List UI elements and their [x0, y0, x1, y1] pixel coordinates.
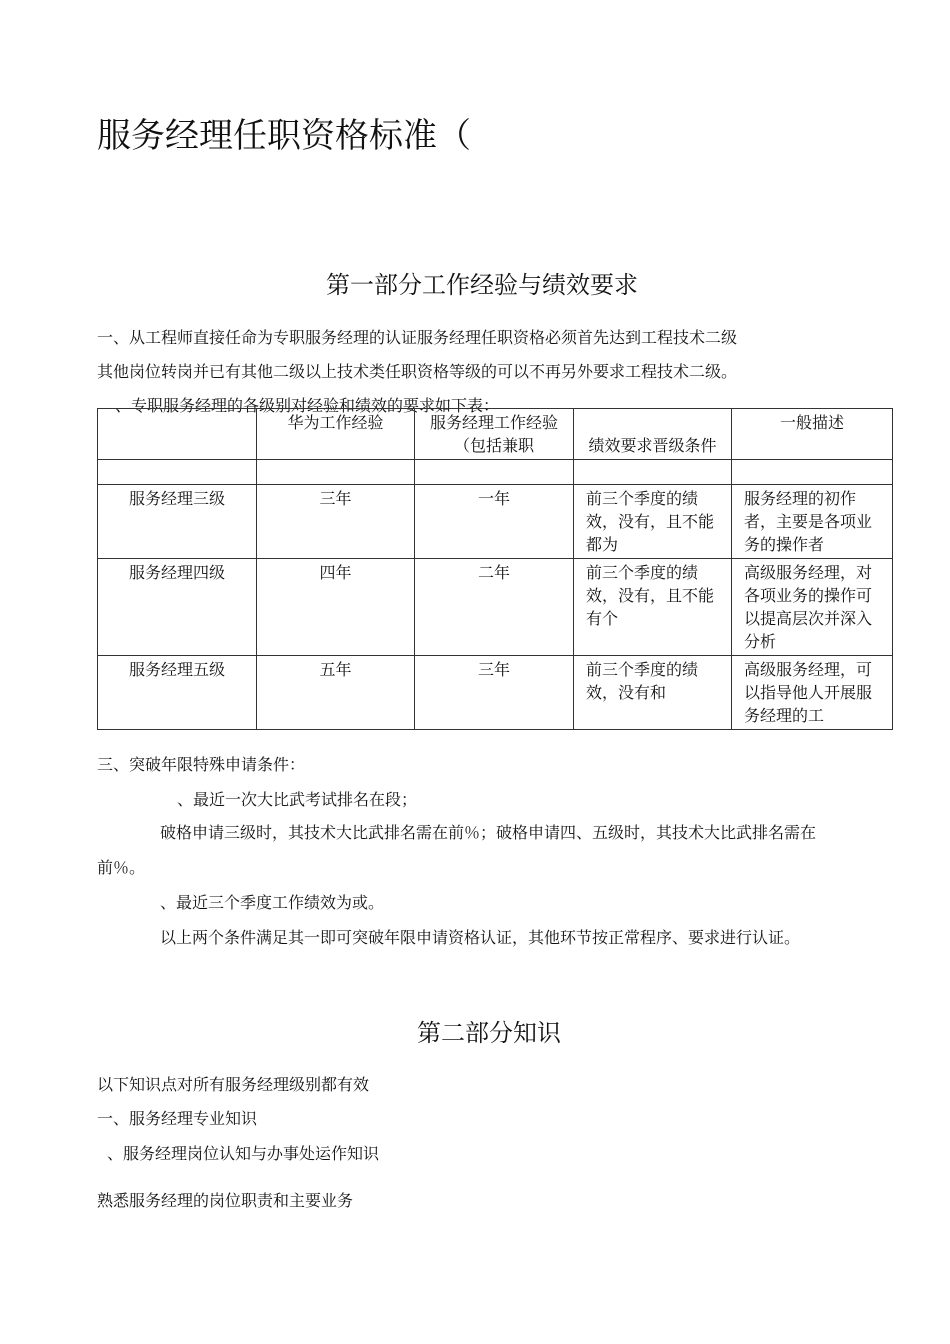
table-cell: 二年: [415, 559, 574, 656]
table-row: [98, 559, 893, 656]
table-row: [98, 460, 893, 485]
part2-paragraph-2: 一、服务经理专业知识: [97, 1109, 258, 1128]
special-condition-3: 、最近三个季度工作绩效为或。: [160, 893, 385, 912]
requirements-table: [97, 408, 893, 730]
table-header-cell: 一般描述: [732, 409, 893, 460]
table-cell: 高级服务经理，可以指导他人开展服务经理的工: [732, 656, 893, 730]
table-cell: 前三个季度的绩效，没有，且不能都为: [574, 485, 732, 559]
table-row: [98, 656, 893, 730]
table-cell: 服务经理三级: [98, 485, 257, 559]
table-header-cell: [98, 409, 257, 460]
special-condition-1: 、最近一次大比武考试排名在段；: [177, 790, 418, 809]
part2-paragraph-3: 、服务经理岗位认知与办事处运作知识: [107, 1144, 380, 1163]
table-cell: 服务经理四级: [98, 559, 257, 656]
table-cell: 服务经理五级: [98, 656, 257, 730]
table-row: [98, 485, 893, 559]
special-condition-2: 破格申请三级时，其技术大比武排名需在前％；破格申请四、五级时，其技术大比武排名需在: [160, 823, 817, 842]
table-cell: 前三个季度的绩效，没有和: [574, 656, 732, 730]
special-condition-2-cont: 前％。: [97, 858, 146, 877]
part1-paragraph-2: 其他岗位转岗并已有其他二级以上技术类任职资格等级的可以不再另外要求工程技术二级。: [97, 362, 738, 381]
table-header-cell: 绩效要求晋级条件: [574, 409, 732, 460]
table-header-row: [98, 409, 893, 460]
page-title: 服务经理任职资格标准（: [97, 116, 471, 156]
table-header-cell: 华为工作经验: [257, 409, 415, 460]
table-cell: 四年: [257, 559, 415, 656]
part2-heading: 第二部分知识: [417, 1019, 561, 1047]
table-cell: 高级服务经理，对各项业务的操作可以提高层次并深入分析: [732, 559, 893, 656]
table-cell: 三年: [415, 656, 574, 730]
table-cell: 前三个季度的绩效，没有，且不能有个: [574, 559, 732, 656]
special-condition-note: 以上两个条件满足其一即可突破年限申请资格认证，其他环节按正常程序、要求进行认证。: [160, 928, 801, 947]
part1-paragraph-3: 、专职服务经理的各级别对经验和绩效的要求如下表：: [115, 396, 500, 415]
table-cell: 三年: [257, 485, 415, 559]
table-header-cell: 服务经理工作经验（包括兼职: [415, 409, 574, 460]
table-cell: 服务经理的初作者，主要是各项业务的操作者: [732, 485, 893, 559]
part1-heading: 第一部分工作经验与绩效要求: [326, 271, 638, 299]
part1-paragraph-1: 一、从工程师直接任命为专职服务经理的认证服务经理任职资格必须首先达到工程技术二级: [97, 328, 738, 347]
special-conditions-title: 三、突破年限特殊申请条件：: [97, 755, 306, 774]
table-cell: 五年: [257, 656, 415, 730]
part2-paragraph-1: 以下知识点对所有服务经理级别都有效: [97, 1075, 370, 1094]
table-cell: 一年: [415, 485, 574, 559]
part2-paragraph-4: 熟悉服务经理的岗位职责和主要业务: [97, 1191, 354, 1210]
